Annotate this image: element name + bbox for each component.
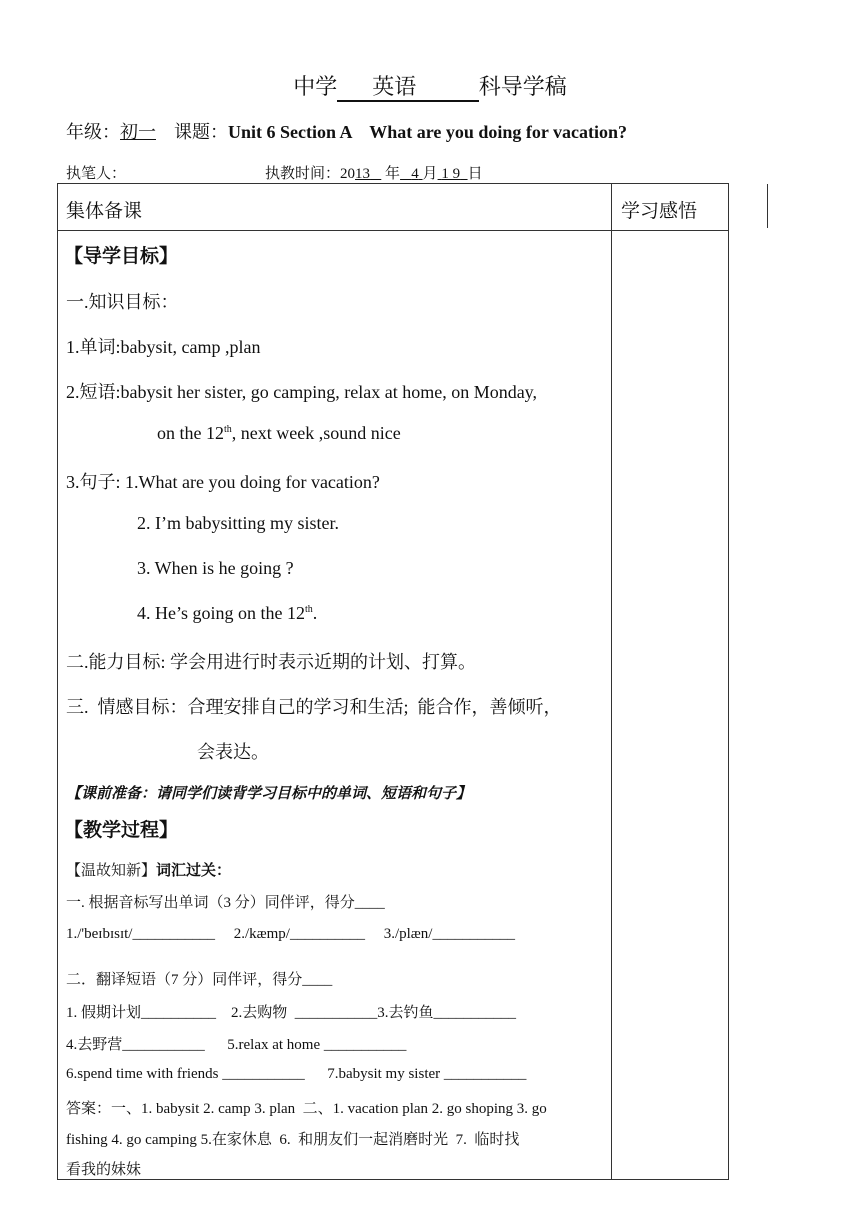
exercise-2-line-3: 6.spend time with friends ___________ 7.babysit my sister ___________ <box>66 1066 527 1082</box>
grade-topic-line <box>66 118 627 144</box>
lesson-table <box>57 183 729 1180</box>
grade-label: 年级： <box>66 122 120 142</box>
phrases-line-2: on the 12th, next week ,sound nice <box>157 423 401 443</box>
year-value: 13 <box>355 166 371 182</box>
margin-marker-line <box>767 184 768 228</box>
exercise-2-title: 二．翻译短语（7 分）同伴评，得分____ <box>66 972 333 988</box>
words-line: 1.单词:babysit, camp ,plan <box>66 337 261 357</box>
emotion-goal-1: 三. 情感目标：合理安排自己的学习和生活; 能合作，善倾听， <box>66 697 562 717</box>
sentences-line-1: 3.句子: 1.What are you doing for vacation? <box>66 472 380 492</box>
year-unit: 年 <box>385 166 401 182</box>
process-heading: 【教学过程】 <box>64 820 179 841</box>
subject-blank <box>337 74 479 102</box>
topic-value: Unit 6 Section A What are you doing for vacation? <box>228 122 628 142</box>
exercise-2-line-2: 4.去野营___________ 5.relax at home ___________ <box>66 1037 407 1053</box>
knowledge-goal: 一.知识目标： <box>66 292 179 312</box>
sentences-line-3: 3. When is he going ? <box>137 558 294 578</box>
month-unit: 月 <box>422 166 438 182</box>
phrases-line-1: 2.短语:babysit her sister, go camping, relax at home, on Monday, <box>66 382 538 402</box>
day-unit: 日 <box>467 166 483 182</box>
goals-heading: 【导学目标】 <box>64 246 179 267</box>
exercise-1-title: 一. 根据音标写出单词（3 分）同伴评，得分____ <box>66 895 385 911</box>
day-value: 1 9 <box>441 166 461 182</box>
title-prefix: 中学 <box>293 74 338 99</box>
document-title <box>0 70 860 102</box>
sentences-line-2: 2. I’m babysitting my sister. <box>137 513 339 533</box>
month-value: 4 <box>411 166 419 182</box>
sentences-line-4: 4. He’s going on the 12th. <box>137 603 318 623</box>
answer-line-1: 答案：一、1. babysit 2. camp 3. plan 二、1. vacation plan 2. go shoping 3. go <box>66 1101 547 1117</box>
author-time-line <box>66 162 483 183</box>
answer-line-2: fishing 4. go camping 5.在家休息 6. 和朋友们一起消磨时光 7. 临时找 <box>66 1132 520 1148</box>
prep-note: 【课前准备：请同学们读背学习目标中的单词、短语和句子】 <box>66 786 472 802</box>
time-label: 执教时间：20 <box>265 166 356 182</box>
col-header-prep: 集体备课 <box>66 201 143 222</box>
column-divider <box>611 184 612 1179</box>
exercise-1-items: 1./'beɪbɪsɪt/___________ 2./kæmp/__________ 3./plæn/___________ <box>66 926 515 942</box>
subject-value: 英语 <box>372 74 417 99</box>
topic-label: 课题： <box>174 122 228 142</box>
review-heading: 【温故知新】词汇过关： <box>66 863 232 879</box>
exercise-2-line-1: 1. 假期计划__________ 2.去购物 ___________3.去钓鱼___________ <box>66 1005 517 1021</box>
title-suffix: 科导学稿 <box>478 74 567 99</box>
author-label: 执笔人： <box>66 166 127 182</box>
answer-line-3: 看我的妹妹 <box>66 1162 142 1178</box>
ability-goal: 二.能力目标: 学会用进行时表示近期的计划、打算。 <box>66 652 476 672</box>
col-header-notes: 学习感悟 <box>621 201 698 222</box>
emotion-goal-2: 会表达。 <box>197 742 269 762</box>
grade-value: 初一 <box>120 122 156 142</box>
